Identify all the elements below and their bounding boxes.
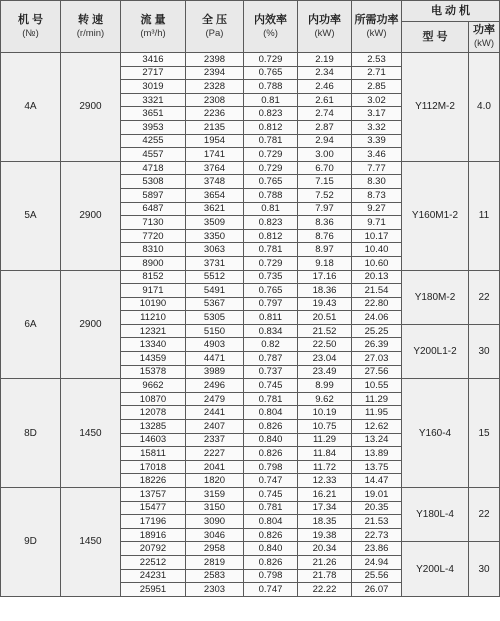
- efficiency-cell: 0.823: [244, 216, 298, 230]
- required-power-cell: 11.95: [352, 406, 402, 420]
- pressure-cell: 2337: [186, 433, 244, 447]
- flow-cell: 22512: [121, 555, 186, 569]
- fan-speed-cell: 1450: [61, 379, 121, 488]
- efficiency-cell: 0.788: [244, 80, 298, 94]
- efficiency-cell: 0.729: [244, 53, 298, 67]
- required-power-cell: 3.39: [352, 134, 402, 148]
- pressure-cell: 2303: [186, 583, 244, 597]
- flow-cell: 4255: [121, 134, 186, 148]
- pressure-cell: 3764: [186, 161, 244, 175]
- motor-power-cell: 4.0: [469, 53, 500, 162]
- flow-cell: 15378: [121, 365, 186, 379]
- pressure-cell: 2398: [186, 53, 244, 67]
- internal-power-cell: 2.34: [298, 66, 352, 80]
- internal-power-cell: 18.36: [298, 284, 352, 298]
- header-motor-power-label: 功率: [473, 24, 495, 36]
- pressure-cell: 5491: [186, 284, 244, 298]
- flow-cell: 13340: [121, 338, 186, 352]
- required-power-cell: 22.73: [352, 528, 402, 542]
- internal-power-cell: 7.97: [298, 202, 352, 216]
- flow-cell: 4718: [121, 161, 186, 175]
- flow-cell: 5897: [121, 188, 186, 202]
- flow-cell: 10870: [121, 392, 186, 406]
- efficiency-cell: 0.823: [244, 107, 298, 121]
- pressure-cell: 2135: [186, 120, 244, 134]
- header-motor: [402, 1, 500, 22]
- flow-cell: 3953: [121, 120, 186, 134]
- header-motor-type-label: 型 号: [422, 30, 448, 43]
- table-row: [1, 488, 500, 502]
- required-power-cell: 11.29: [352, 392, 402, 406]
- efficiency-cell: 0.745: [244, 379, 298, 393]
- internal-power-cell: 8.97: [298, 243, 352, 257]
- pressure-cell: 1954: [186, 134, 244, 148]
- efficiency-cell: 0.729: [244, 161, 298, 175]
- flow-cell: 8152: [121, 270, 186, 284]
- efficiency-cell: 0.798: [244, 569, 298, 583]
- internal-power-cell: 7.15: [298, 175, 352, 189]
- internal-power-cell: 21.78: [298, 569, 352, 583]
- internal-power-cell: 16.21: [298, 488, 352, 502]
- header-internal-power-label: 内功率: [308, 13, 341, 26]
- header-internal-power-unit: (kW): [314, 27, 335, 39]
- fan-speed-cell: 2900: [61, 270, 121, 379]
- efficiency-cell: 0.781: [244, 392, 298, 406]
- efficiency-cell: 0.812: [244, 229, 298, 243]
- pressure-cell: 5305: [186, 311, 244, 325]
- motor-type-cell: Y160-4: [402, 379, 469, 488]
- pressure-cell: 3046: [186, 528, 244, 542]
- flow-cell: 8900: [121, 256, 186, 270]
- efficiency-cell: 0.804: [244, 406, 298, 420]
- efficiency-cell: 0.798: [244, 460, 298, 474]
- internal-power-cell: 2.87: [298, 120, 352, 134]
- internal-power-cell: 2.46: [298, 80, 352, 94]
- pressure-cell: 3748: [186, 175, 244, 189]
- flow-cell: 15811: [121, 447, 186, 461]
- header-motor-type: [402, 22, 469, 53]
- flow-cell: 12078: [121, 406, 186, 420]
- motor-power-cell: 11: [469, 161, 500, 270]
- required-power-cell: 22.80: [352, 297, 402, 311]
- fan-speed-cell: 2900: [61, 53, 121, 162]
- required-power-cell: 10.40: [352, 243, 402, 257]
- motor-type-cell: Y180L-4: [402, 488, 469, 542]
- flow-cell: 6487: [121, 202, 186, 216]
- required-power-cell: 3.32: [352, 120, 402, 134]
- pressure-cell: 2227: [186, 447, 244, 461]
- table-header: [1, 1, 500, 53]
- header-speed-label: 转 速: [77, 13, 104, 26]
- efficiency-cell: 0.735: [244, 270, 298, 284]
- header-speed-unit: (r/min): [76, 27, 105, 39]
- required-power-cell: 27.56: [352, 365, 402, 379]
- internal-power-cell: 11.72: [298, 460, 352, 474]
- motor-type-cell: Y200L1-2: [402, 324, 469, 378]
- pressure-cell: 3063: [186, 243, 244, 257]
- internal-power-cell: 10.75: [298, 420, 352, 434]
- efficiency-cell: 0.781: [244, 134, 298, 148]
- motor-type-cell: Y112M-2: [402, 53, 469, 162]
- internal-power-cell: 7.52: [298, 188, 352, 202]
- header-efficiency-unit: (%): [263, 27, 278, 39]
- motor-type-cell: Y200L-4: [402, 542, 469, 596]
- motor-power-cell: 22: [469, 270, 500, 324]
- pressure-cell: 3150: [186, 501, 244, 515]
- pressure-cell: 2308: [186, 93, 244, 107]
- required-power-cell: 8.73: [352, 188, 402, 202]
- required-power-cell: 21.54: [352, 284, 402, 298]
- header-required-power-label: 所需功率: [354, 13, 399, 26]
- required-power-cell: 2.85: [352, 80, 402, 94]
- motor-power-cell: 30: [469, 324, 500, 378]
- efficiency-cell: 0.747: [244, 474, 298, 488]
- efficiency-cell: 0.840: [244, 433, 298, 447]
- pressure-cell: 3989: [186, 365, 244, 379]
- required-power-cell: 14.47: [352, 474, 402, 488]
- pressure-cell: 2236: [186, 107, 244, 121]
- internal-power-cell: 9.62: [298, 392, 352, 406]
- efficiency-cell: 0.811: [244, 311, 298, 325]
- required-power-cell: 13.24: [352, 433, 402, 447]
- internal-power-cell: 21.52: [298, 324, 352, 338]
- required-power-cell: 2.71: [352, 66, 402, 80]
- efficiency-cell: 0.804: [244, 515, 298, 529]
- pressure-cell: 3090: [186, 515, 244, 529]
- header-flow: [121, 1, 186, 53]
- table-row: [1, 53, 500, 67]
- pressure-cell: 2041: [186, 460, 244, 474]
- internal-power-cell: 19.38: [298, 528, 352, 542]
- header-motor-label: 电 动 机: [430, 4, 471, 17]
- internal-power-cell: 2.19: [298, 53, 352, 67]
- required-power-cell: 26.07: [352, 583, 402, 597]
- required-power-cell: 19.01: [352, 488, 402, 502]
- table-row: [1, 379, 500, 393]
- pressure-cell: 2958: [186, 542, 244, 556]
- required-power-cell: 12.62: [352, 420, 402, 434]
- header-flow-unit: (m³/h): [140, 27, 166, 39]
- fan-model-cell: 9D: [1, 488, 61, 597]
- pressure-cell: 2328: [186, 80, 244, 94]
- pressure-cell: 3621: [186, 202, 244, 216]
- required-power-cell: 9.27: [352, 202, 402, 216]
- flow-cell: 3416: [121, 53, 186, 67]
- fan-model-cell: 8D: [1, 379, 61, 488]
- pressure-cell: 5367: [186, 297, 244, 311]
- flow-cell: 3651: [121, 107, 186, 121]
- table-row: [1, 270, 500, 284]
- required-power-cell: 9.71: [352, 216, 402, 230]
- efficiency-cell: 0.81: [244, 202, 298, 216]
- fan-model-cell: 4A: [1, 53, 61, 162]
- flow-cell: 13757: [121, 488, 186, 502]
- flow-cell: 17196: [121, 515, 186, 529]
- internal-power-cell: 2.74: [298, 107, 352, 121]
- internal-power-cell: 11.29: [298, 433, 352, 447]
- header-efficiency: [244, 1, 298, 53]
- pressure-cell: 1741: [186, 148, 244, 162]
- internal-power-cell: 22.50: [298, 338, 352, 352]
- internal-power-cell: 17.34: [298, 501, 352, 515]
- internal-power-cell: 20.51: [298, 311, 352, 325]
- pressure-cell: 2479: [186, 392, 244, 406]
- flow-cell: 20792: [121, 542, 186, 556]
- efficiency-cell: 0.729: [244, 148, 298, 162]
- internal-power-cell: 18.35: [298, 515, 352, 529]
- efficiency-cell: 0.812: [244, 120, 298, 134]
- required-power-cell: 25.56: [352, 569, 402, 583]
- header-model-label: 机 号: [17, 13, 44, 26]
- footnote-cropped: [0, 612, 500, 621]
- required-power-cell: 13.75: [352, 460, 402, 474]
- pressure-cell: 2819: [186, 555, 244, 569]
- efficiency-cell: 0.765: [244, 284, 298, 298]
- fan-speed-cell: 1450: [61, 488, 121, 597]
- flow-cell: 25951: [121, 583, 186, 597]
- efficiency-cell: 0.765: [244, 66, 298, 80]
- motor-type-cell: Y160M1-2: [402, 161, 469, 270]
- required-power-cell: 10.17: [352, 229, 402, 243]
- required-power-cell: 26.39: [352, 338, 402, 352]
- header-pressure-unit: (Pa): [205, 27, 224, 39]
- flow-cell: 12321: [121, 324, 186, 338]
- pressure-cell: 2407: [186, 420, 244, 434]
- internal-power-cell: 12.33: [298, 474, 352, 488]
- flow-cell: 5308: [121, 175, 186, 189]
- flow-cell: 11210: [121, 311, 186, 325]
- internal-power-cell: 20.34: [298, 542, 352, 556]
- motor-power-cell: 30: [469, 542, 500, 596]
- internal-power-cell: 17.16: [298, 270, 352, 284]
- flow-cell: 13285: [121, 420, 186, 434]
- flow-cell: 4557: [121, 148, 186, 162]
- efficiency-cell: 0.826: [244, 555, 298, 569]
- flow-cell: 7130: [121, 216, 186, 230]
- flow-cell: 7720: [121, 229, 186, 243]
- internal-power-cell: 6.70: [298, 161, 352, 175]
- internal-power-cell: 10.19: [298, 406, 352, 420]
- motor-power-cell: 15: [469, 379, 500, 488]
- pressure-cell: 3350: [186, 229, 244, 243]
- table-body: [1, 53, 500, 597]
- required-power-cell: 3.02: [352, 93, 402, 107]
- efficiency-cell: 0.729: [244, 256, 298, 270]
- fan-model-cell: 5A: [1, 161, 61, 270]
- required-power-cell: 24.06: [352, 311, 402, 325]
- internal-power-cell: 2.94: [298, 134, 352, 148]
- internal-power-cell: 11.84: [298, 447, 352, 461]
- pressure-cell: 2441: [186, 406, 244, 420]
- fan-speed-cell: 2900: [61, 161, 121, 270]
- flow-cell: 18226: [121, 474, 186, 488]
- efficiency-cell: 0.840: [244, 542, 298, 556]
- pressure-cell: 2496: [186, 379, 244, 393]
- required-power-cell: 3.46: [352, 148, 402, 162]
- efficiency-cell: 0.737: [244, 365, 298, 379]
- internal-power-cell: 2.61: [298, 93, 352, 107]
- required-power-cell: 21.53: [352, 515, 402, 529]
- internal-power-cell: 9.18: [298, 256, 352, 270]
- pressure-cell: 2394: [186, 66, 244, 80]
- pressure-cell: 4903: [186, 338, 244, 352]
- efficiency-cell: 0.82: [244, 338, 298, 352]
- internal-power-cell: 8.99: [298, 379, 352, 393]
- flow-cell: 3321: [121, 93, 186, 107]
- required-power-cell: 25.25: [352, 324, 402, 338]
- pressure-cell: 3509: [186, 216, 244, 230]
- pressure-cell: 3159: [186, 488, 244, 502]
- flow-cell: 9662: [121, 379, 186, 393]
- motor-type-cell: Y180M-2: [402, 270, 469, 324]
- required-power-cell: 20.13: [352, 270, 402, 284]
- efficiency-cell: 0.81: [244, 93, 298, 107]
- pressure-cell: 1820: [186, 474, 244, 488]
- required-power-cell: 24.94: [352, 555, 402, 569]
- internal-power-cell: 23.04: [298, 352, 352, 366]
- required-power-cell: 27.03: [352, 352, 402, 366]
- internal-power-cell: 8.76: [298, 229, 352, 243]
- internal-power-cell: 21.26: [298, 555, 352, 569]
- required-power-cell: 10.60: [352, 256, 402, 270]
- flow-cell: 17018: [121, 460, 186, 474]
- required-power-cell: 2.53: [352, 53, 402, 67]
- header-required-power-unit: (kW): [366, 27, 387, 39]
- header-model-unit: (№): [22, 27, 39, 39]
- efficiency-cell: 0.765: [244, 175, 298, 189]
- flow-cell: 14603: [121, 433, 186, 447]
- required-power-cell: 10.55: [352, 379, 402, 393]
- pressure-cell: 2583: [186, 569, 244, 583]
- flow-cell: 18916: [121, 528, 186, 542]
- flow-cell: 8310: [121, 243, 186, 257]
- header-internal-power: [298, 1, 352, 53]
- internal-power-cell: 19.43: [298, 297, 352, 311]
- header-speed: [61, 1, 121, 53]
- efficiency-cell: 0.797: [244, 297, 298, 311]
- required-power-cell: 8.30: [352, 175, 402, 189]
- header-efficiency-label: 内效率: [254, 13, 287, 26]
- efficiency-cell: 0.781: [244, 501, 298, 515]
- flow-cell: 10190: [121, 297, 186, 311]
- efficiency-cell: 0.747: [244, 583, 298, 597]
- flow-cell: 14359: [121, 352, 186, 366]
- flow-cell: 9171: [121, 284, 186, 298]
- required-power-cell: 13.89: [352, 447, 402, 461]
- header-model: [1, 1, 61, 53]
- efficiency-cell: 0.826: [244, 528, 298, 542]
- required-power-cell: 23.86: [352, 542, 402, 556]
- header-motor-power: [469, 22, 500, 53]
- table-row: [1, 161, 500, 175]
- flow-cell: 2717: [121, 66, 186, 80]
- efficiency-cell: 0.826: [244, 420, 298, 434]
- internal-power-cell: 8.36: [298, 216, 352, 230]
- required-power-cell: 20.35: [352, 501, 402, 515]
- flow-cell: 15477: [121, 501, 186, 515]
- required-power-cell: 3.17: [352, 107, 402, 121]
- pressure-cell: 5150: [186, 324, 244, 338]
- efficiency-cell: 0.787: [244, 352, 298, 366]
- required-power-cell: 7.77: [352, 161, 402, 175]
- pressure-cell: 5512: [186, 270, 244, 284]
- pressure-cell: 3654: [186, 188, 244, 202]
- header-motor-power-unit: (kW): [473, 38, 495, 49]
- efficiency-cell: 0.781: [244, 243, 298, 257]
- header-pressure: [186, 1, 244, 53]
- efficiency-cell: 0.745: [244, 488, 298, 502]
- flow-cell: 24231: [121, 569, 186, 583]
- header-required-power: [352, 1, 402, 53]
- internal-power-cell: 23.49: [298, 365, 352, 379]
- flow-cell: 3019: [121, 80, 186, 94]
- pressure-cell: 4471: [186, 352, 244, 366]
- header-flow-label: 流 量: [140, 13, 166, 26]
- pressure-cell: 3731: [186, 256, 244, 270]
- efficiency-cell: 0.826: [244, 447, 298, 461]
- efficiency-cell: 0.788: [244, 188, 298, 202]
- motor-power-cell: 22: [469, 488, 500, 542]
- fan-model-cell: 6A: [1, 270, 61, 379]
- internal-power-cell: 22.22: [298, 583, 352, 597]
- header-pressure-label: 全 压: [201, 13, 228, 26]
- internal-power-cell: 3.00: [298, 148, 352, 162]
- efficiency-cell: 0.834: [244, 324, 298, 338]
